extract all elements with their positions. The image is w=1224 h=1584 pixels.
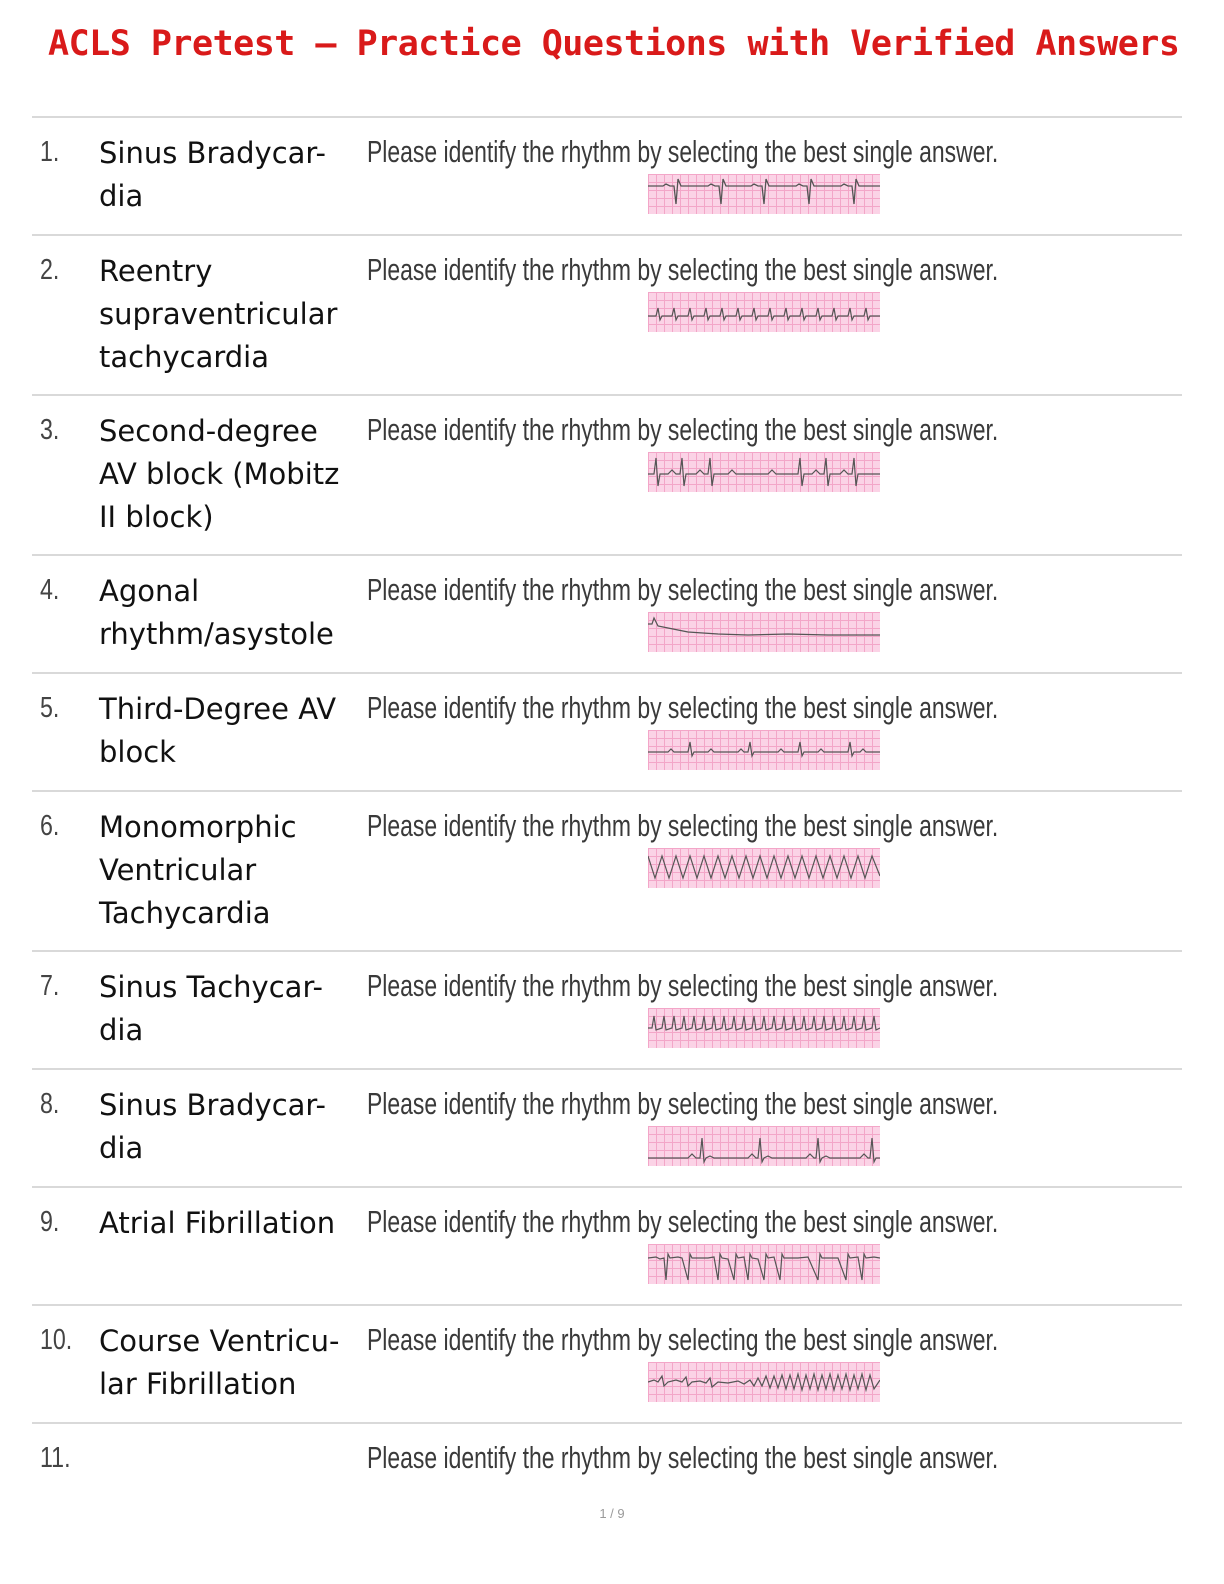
question-text: Please identify the rhythm by selecting the best single answer.: [367, 808, 999, 843]
sinus-bradycardia-strip: [648, 1126, 880, 1166]
vfib-strip: [648, 1362, 880, 1402]
answer-text: Course Ventricu- lar Fibrillation: [99, 1324, 340, 1401]
question-row: [32, 672, 1182, 790]
third-degree-block-strip: [648, 730, 880, 770]
question-row: [32, 116, 1182, 234]
answer-text: Sinus Bradycar- dia: [99, 1088, 326, 1165]
question-text: Please identify the rhythm by selecting the best single answer.: [367, 1322, 999, 1357]
question-row: [32, 234, 1182, 394]
mobitz-ii-strip: [648, 452, 880, 492]
question-text: Please identify the rhythm by selecting the best single answer.: [367, 1086, 999, 1121]
question-number: 7.: [40, 970, 60, 1002]
question-number: 1.: [40, 136, 60, 168]
question-row: [32, 950, 1182, 1068]
question-row: [32, 1304, 1182, 1422]
question-number: 9.: [40, 1206, 60, 1238]
question-text: Please identify the rhythm by selecting the best single answer.: [367, 690, 999, 725]
vtach-strip: [648, 848, 880, 888]
question-text: Please identify the rhythm by selecting the best single answer.: [367, 252, 999, 287]
answer-text: Sinus Tachycar- dia: [99, 970, 323, 1047]
question-text: Please identify the rhythm by selecting the best single answer.: [367, 412, 999, 447]
question-number: 11.: [40, 1442, 71, 1474]
question-number: 5.: [40, 692, 60, 724]
answer-text: Atrial Fibrillation: [99, 1206, 336, 1240]
page-number: 1 / 9: [599, 1506, 625, 1521]
question-row: [32, 394, 1182, 554]
question-text: Please identify the rhythm by selecting the best single answer.: [367, 1204, 999, 1239]
answer-text: Sinus Bradycar- dia: [99, 136, 326, 213]
question-text: Please identify the rhythm by selecting the best single answer.: [367, 968, 999, 1003]
question-row: [32, 554, 1182, 672]
question-list: [32, 116, 1182, 1502]
question-number: 3.: [40, 414, 60, 446]
agonal-strip: [648, 612, 880, 652]
question-number: 8.: [40, 1088, 60, 1120]
question-row: [32, 790, 1182, 950]
sinus-bradycardia-strip: [648, 174, 880, 214]
svt-strip: [648, 292, 880, 332]
question-text: Please identify the rhythm by selecting the best single answer.: [367, 1440, 999, 1475]
sinus-tachycardia-strip: [648, 1008, 880, 1048]
answer-text: Second-degree AV block (Mobitz II block): [99, 414, 340, 534]
question-number: 4.: [40, 574, 60, 606]
question-text: Please identify the rhythm by selecting the best single answer.: [367, 572, 999, 607]
question-row: [32, 1186, 1182, 1304]
afib-strip: [648, 1244, 880, 1284]
answer-text: Agonal rhythm/asystole: [99, 574, 334, 651]
question-number: 6.: [40, 810, 60, 842]
answer-text: Third-Degree AV block: [99, 692, 337, 769]
answer-text: Monomorphic Ventricular Tachycardia: [99, 810, 297, 930]
question-number: 10.: [40, 1324, 73, 1356]
answer-text: Reentry supraventricular tachycardia: [99, 254, 338, 374]
question-row: [32, 1068, 1182, 1186]
question-text: Please identify the rhythm by selecting the best single answer.: [367, 134, 999, 169]
page-title: ACLS Pretest – Practice Questions with Verified Answers: [48, 24, 1180, 64]
question-row: [32, 1422, 1182, 1502]
question-number: 2.: [40, 254, 60, 286]
